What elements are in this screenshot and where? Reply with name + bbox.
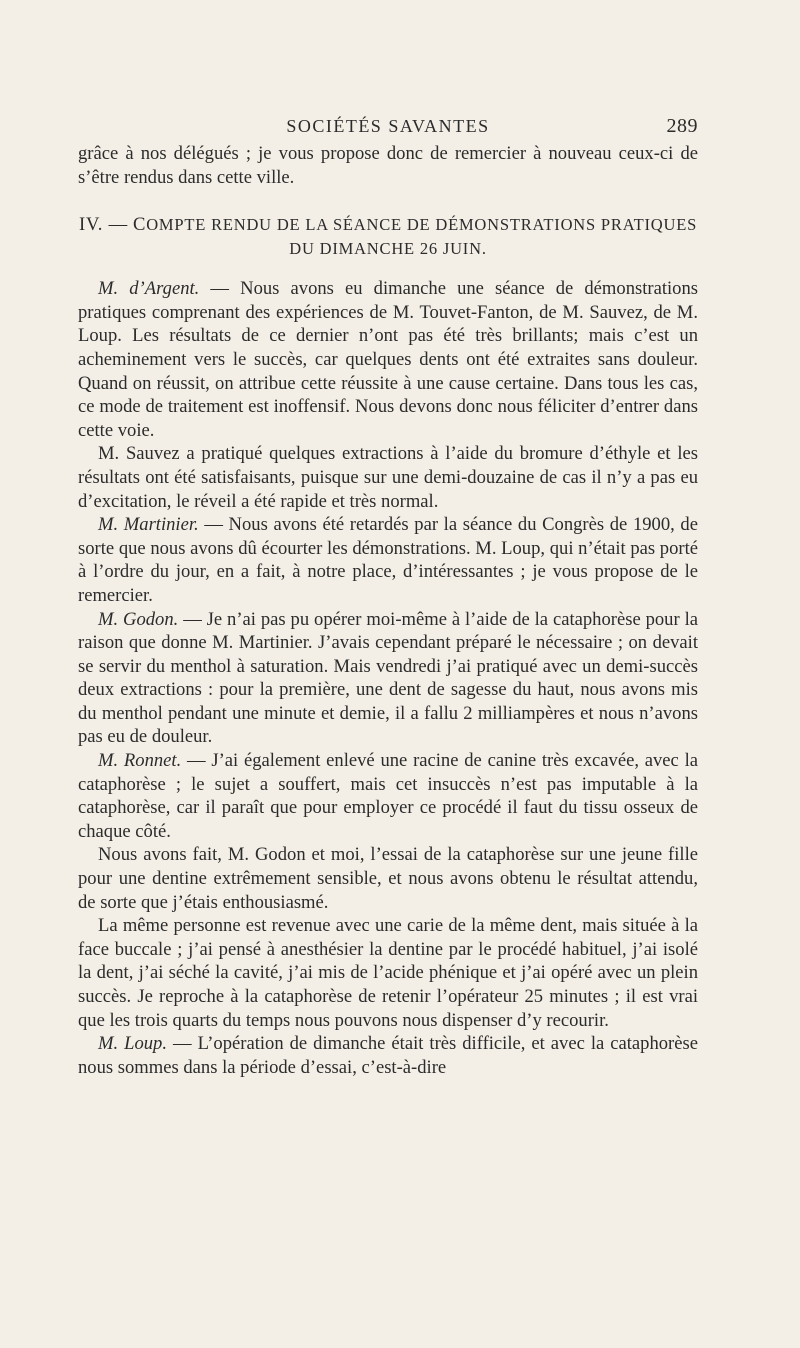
section-initial: C — [133, 214, 147, 236]
paragraph-loup — [78, 1032, 698, 1079]
running-title: SOCIÉTÉS SAVANTES — [286, 116, 490, 136]
section-title-line-1: OMPTE RENDU DE LA SÉANCE DE DÉMONSTRATIONS PRATIQUES — [146, 215, 698, 235]
page-number: 289 — [666, 115, 698, 137]
speaker-name: M. Ronnet. — [98, 750, 182, 772]
body-text — [78, 142, 698, 1079]
page — [78, 112, 698, 1079]
section-title-line-2: DU DIMANCHE 26 JUIN. — [289, 239, 487, 259]
paragraph-text: — L’opération de dimanche était très difficile, et avec la cataphorèse nous sommes dans la période d’essai, c’est-à-dire — [78, 1033, 698, 1078]
section-heading-line-1 — [78, 213, 698, 237]
paragraph-text: M. Sauvez a pratiqué quelques extractions à l’aide du bromure d’éthyle et les résultats ont été satisfaisants, puisque sur une demi-douzaine de cas il n’y a pas eu d’excitation, le réveil a été rapide et très normal. — [78, 443, 698, 512]
paragraph-text: — Nous avons eu dimanche une séance de démonstrations pratiques comprenant des expériences de M. Touvet-Fanton, de M. Sauvez, de M. Loup. Les résultats de ce dernier n’ont pas été très brillants; mais c’est un acheminement vers le succès, car quelques dents ont été extraites sans douleur. Quand on réussit, on attribue cette réussite à une cause certaine. Dans tous les cas, ce mode de traitement est inoffensif. Nous devons donc nous féliciter d’entrer dans cette voie. — [78, 278, 698, 441]
paragraph-text: Nous avons fait, M. Godon et moi, l’essai de la cataphorèse sur une jeune fille pour une dentine extrêmement sensible, et nous avons obtenu le résultat attendu, de sorte que j’étais enthousiasmé. — [78, 844, 698, 913]
speaker-name: M. Godon. — [98, 608, 179, 630]
paragraph-martinier — [78, 513, 698, 607]
section-heading — [78, 213, 698, 261]
speaker-name: M. Martinier. — [98, 514, 199, 536]
paragraph-text: La même personne est revenue avec une carie de la même dent, mais située à la face buccale ; j’ai pensé à anesthésier la dentine par le procédé habituel, j’ai isolé la dent, j’ai séché la cavité, j’ai mis de l’acide phénique et j’ai opéré avec un plein succès. Je reproche à la cataphorèse de retenir l’opérateur 25 minutes ; il est vrai que les trois quarts du temps nous pouvons nous dispenser d’y recourir. — [78, 915, 698, 1031]
paragraph-ronnet — [78, 749, 698, 843]
paragraph-meme-personne — [78, 914, 698, 1032]
speaker-name: M. d’Argent. — [98, 278, 200, 300]
paragraph-text: — Nous avons été retardés par la séance du Congrès de 1900, de sorte que nous avons dû écourter les démonstrations. M. Loup, qui n’était pas porté à l’ordre du jour, en a fait, à notre place, d’intéressantes ; je vous propose de le remercier. — [78, 514, 698, 606]
paragraph-text: grâce à nos délégués ; je vous propose donc de remercier à nouveau ceux-ci de s’être rendus dans cette ville. — [78, 143, 698, 188]
paragraph-continuation — [78, 142, 698, 189]
paragraph-text: — J’ai également enlevé une racine de canine très excavée, avec la cataphorèse ; le sujet a souffert, mais cet insuccès n’est pas imputable à la cataphorèse, car il paraît que pour employer ce procédé il faut du tissu osseux de chaque côté. — [78, 750, 698, 842]
paragraph-essai — [78, 843, 698, 914]
paragraph-sauvez — [78, 442, 698, 513]
paragraph-godon — [78, 608, 698, 750]
paragraph-dargent — [78, 277, 698, 442]
running-head — [78, 112, 698, 142]
speaker-name: M. Loup. — [98, 1033, 168, 1055]
paragraph-text: — Je n’ai pas pu opérer moi-même à l’aide de la cataphorèse pour la raison que donne M. Martinier. J’avais cependant préparé le nécessaire ; on devait se servir du menthol à saturation. Mais vendredi j’ai pratiqué avec un demi-succès deux extractions : pour la première, une dent de sagesse du haut, nous avons mis du menthol pendant une minute et demie, il a fallu 2 milliampères et nous n’avons pas eu de douleur. — [78, 608, 698, 748]
section-numeral: IV. — — [78, 214, 129, 236]
